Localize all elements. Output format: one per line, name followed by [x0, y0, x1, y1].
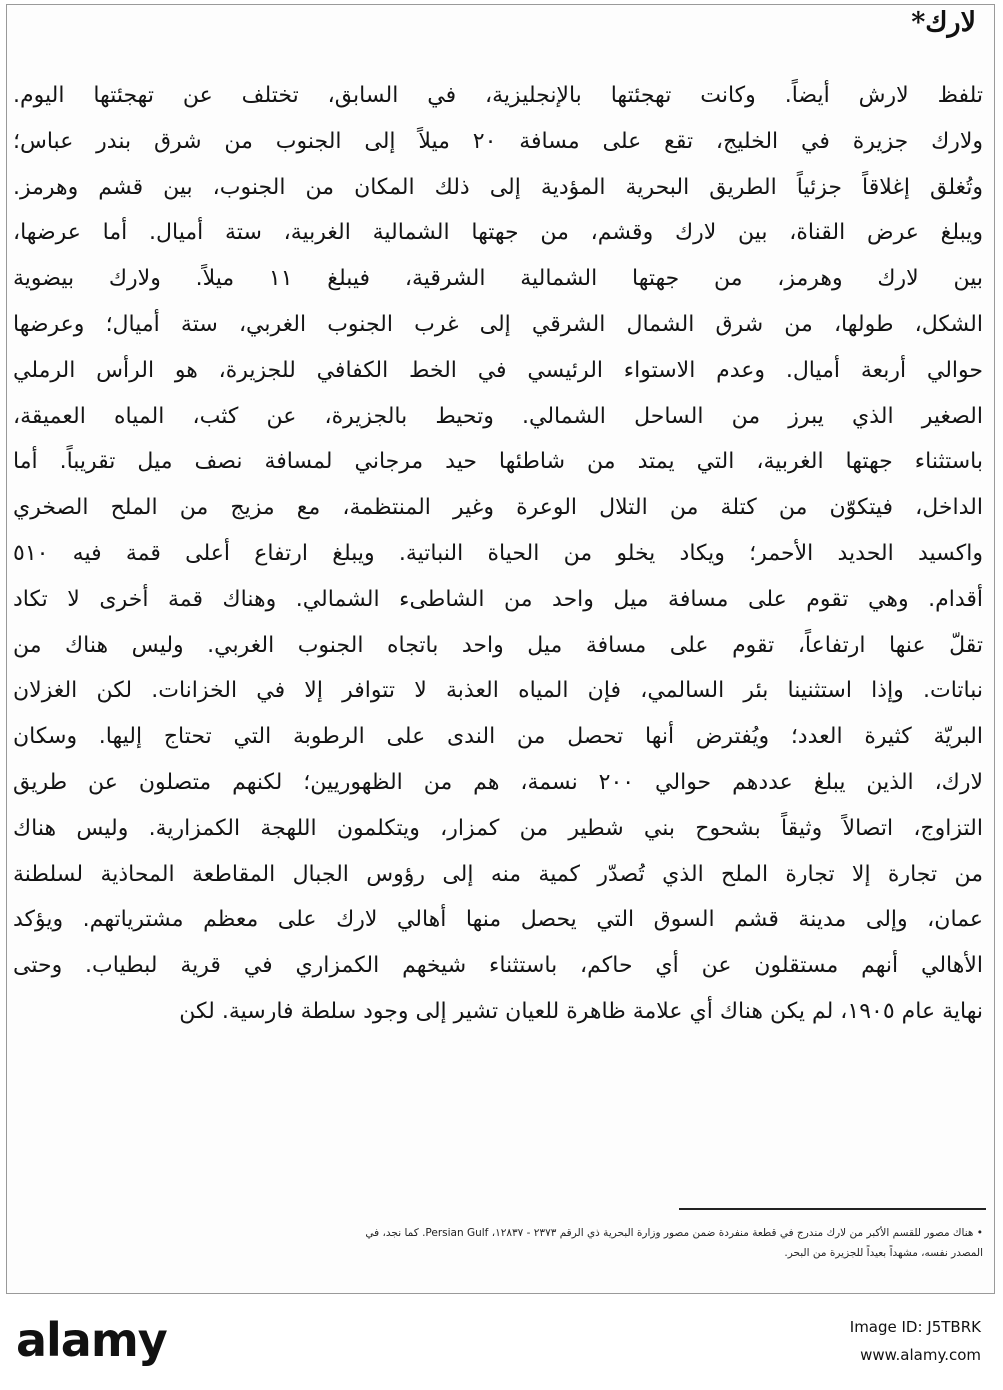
body-line: ولارك جزيرة في الخليج، تقع على مسافة ٢٠ ميلاً إلى الجنوب من شرق بندر عباس؛	[13, 128, 983, 154]
body-line: تلفظ لارش أيضاً. وكانت تهجئتها بالإنجليزية، في السابق، تختلف عن تهجئتها اليوم.	[13, 83, 983, 108]
body-line: الداخل، فيتكوّن من كتلة من التلال الوعرة وغير المنتظمة، مع مزيج من الملح الصخري	[13, 495, 983, 521]
body-line: ويبلغ عرض القناة، بين لارك وقشم، من جهتها الشمالية الغربية، ستة أميال. أما عرضها،	[13, 220, 983, 246]
footnote-divider	[679, 1208, 986, 1210]
footnote-line: • هناك مصور للقسم الأكبر من لارك مندرج في قطعة منفردة ضمن مصور وزارة البحرية ذي الرقم ٢٣٧٣ - ١٢٨٣٧، Persian Gulf. كما نجد، في	[365, 1227, 983, 1239]
scanned-document-page	[6, 4, 995, 1294]
watermark-url: www.alamy.com	[860, 1346, 981, 1364]
body-line: باستثناء جهتها الغربية، التي يمتد من شاطئها حيد مرجاني لمسافة نصف ميل تقريباً. أما	[13, 449, 983, 475]
body-line: وتُغلق إغلاقاً جزئياً الطريق البحرية المؤدية إلى ذلك المكان من الجنوب، بين قشم وهرمز.	[13, 174, 983, 200]
body-line: تقلّ عنها ارتفاعاً، تقوم على مسافة ميل واحد باتجاه الجنوب الغربي. وليس هناك من	[13, 632, 983, 658]
body-line: واكسيد الحديد الأحمر؛ ويكاد يخلو من الحياة النباتية. ويبلغ ارتفاع أعلى قمة فيه ٥١٠	[13, 540, 983, 566]
body-line: البريّة كثيرة العدد؛ ويُفترض أنها تحصل من الندى على الرطوبة التي تحتاج إليها. وسكان	[13, 724, 983, 750]
body-line: الصغير الذي يبرز من الساحل الشمالي. وتحيط بالجزيرة، عن كثب، المياه العميقة،	[13, 403, 983, 429]
image-id-label: Image ID: J5TBRK	[849, 1318, 981, 1336]
body-line: التزاوج، اتصالاً وثيقاً بشحوح بني شطير من كمزار، ويتكلمون اللهجة الكمزارية. وليس هناك	[13, 815, 983, 841]
footnote-line: المصدر نفسه، مشهداً بعيداً للجزيرة من البحر.	[784, 1247, 983, 1259]
document-heading: لارك*	[911, 7, 976, 38]
document-body	[13, 73, 983, 1123]
body-line: نباتات. وإذا استثنينا بئر السالمي، فإن المياه العذبة لا تتوافر إلا في الخزانات. لكن الغزلان	[13, 678, 983, 704]
body-line: الشكل، طولها، من شرق الشمال الشرقي إلى غرب الجنوب الغربي، ستة أميال؛ وعرضها	[13, 311, 983, 337]
body-line: حوالي أربعة أميال. وعدم الاستواء الرئيسي في الخط الكفافي للجزيرة، هو الرأس الرملي	[13, 357, 983, 383]
body-line: أقدام. وهي تقوم على مسافة ميل واحد من الشاطىء الشمالي. وهناك قمة أخرى لا تكاد	[13, 586, 983, 612]
body-line: الأهالي أنهم مستقلون عن أي حاكم، باستثناء شيخهم الكمزاري في قرية لبطياب. وحتى	[13, 953, 983, 979]
body-line: نهاية عام ١٩٠٥، لم يكن هناك أي علامة ظاهرة للعيان تشير إلى وجود سلطة فارسية. لكن	[179, 998, 983, 1024]
body-line: بين لارك وهرمز، من جهتها الشمالية الشرقية، فيبلغ ١١ ميلاً. ولارك بيضوية	[13, 266, 983, 292]
body-line: عمان، وإلى مدينة قشم السوق التي يحصل منها أهالي لارك على معظم مشترياتهم. ويؤكد	[13, 907, 983, 933]
body-line: لارك، الذين يبلغ عددهم حوالي ٢٠٠ نسمة، هم من الظهوريين؛ لكنهم متصلون عن طريق	[13, 769, 983, 795]
footnote	[15, 1223, 983, 1263]
alamy-logo: alamy	[16, 1313, 167, 1367]
body-line: من تجارة إلا تجارة الملح الذي تُصدّر كمية منه إلى رؤوس الجبال المقاطعة المحاذية لسلطنة	[13, 861, 983, 887]
